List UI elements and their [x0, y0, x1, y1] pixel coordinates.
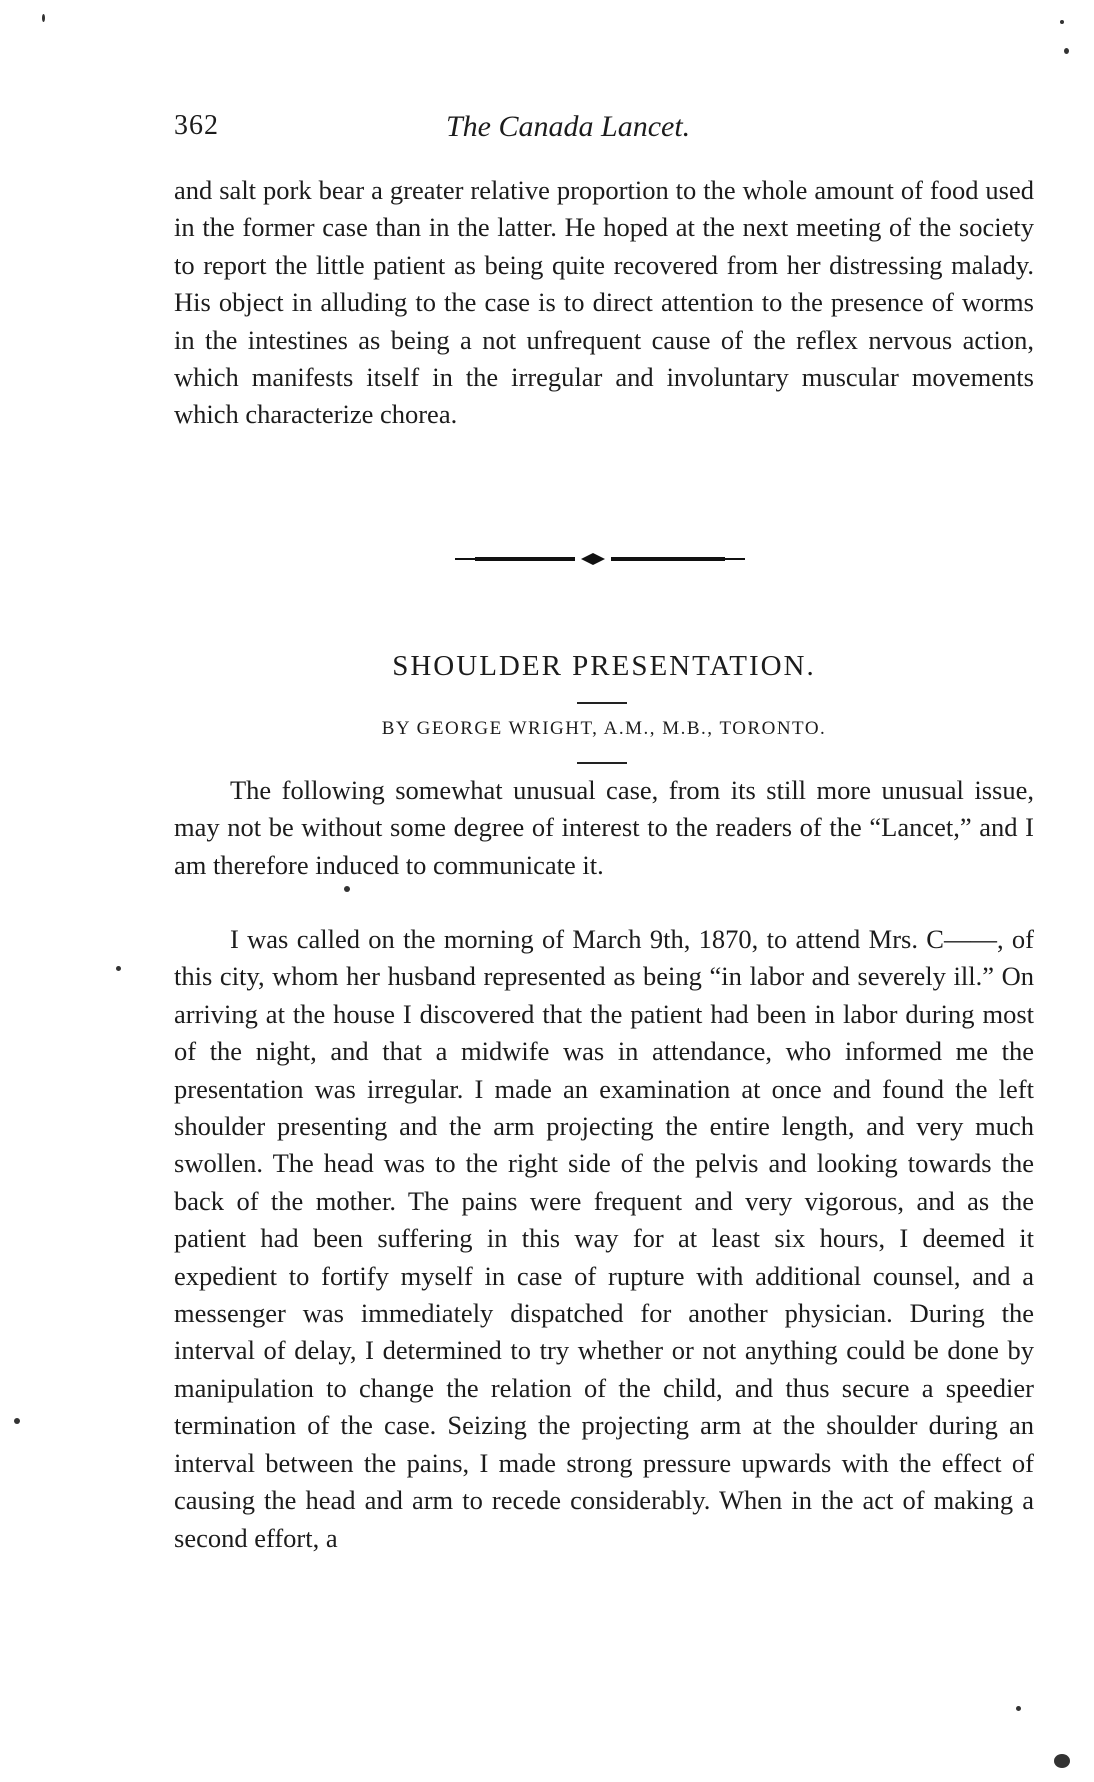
page-header [174, 110, 1034, 154]
scan-speck [14, 1418, 20, 1424]
scan-speck [1060, 20, 1064, 24]
scan-speck [1016, 1706, 1021, 1711]
running-title: The Canada Lancet. [446, 110, 691, 143]
scan-speck [344, 886, 350, 892]
section-divider-ornament [455, 552, 745, 566]
title-rule [577, 702, 627, 704]
article-byline: BY GEORGE WRIGHT, A.M., M.B., TORONTO. [381, 718, 827, 739]
article-title: SHOULDER PRESENTATION. [392, 650, 816, 682]
scan-speck [1064, 48, 1069, 54]
scan-speck [42, 14, 45, 22]
page-number: 362 [174, 110, 219, 141]
continued-paragraph: and salt pork bear a greater relative proportion to the whole amount of food used in the former case than in the latter. He hoped at the next meeting of the society to report the little patient as being quite recovered from her distressing malady. His object in alluding to the case is to direct attention to the presence of worms in the intestines as being a not unfrequent cause of the reflex nervous action, which manifests itself in the irregular and involuntary muscular movements which characterize chorea. [174, 175, 1034, 430]
article-paragraph-2: I was called on the morning of March 9th, 1870, to attend Mrs. C——, of this city, whom her husband represented as being “in labor and severely ill.” On arriving at the house I discovered that the patient had been in labor during most of the night, and that a midwife was in attendance, who informed me the presentation was irregular. I made an examination at once and found the left shoulder presenting and the arm projecting the entire length, and very much swollen. The head was to the right side of the pelvis and looking towards the back of the mother. The pains were frequent and very vigorous, and as the patient had been suffering in this way for at least six hours, I deemed it expedient to fortify myself in case of rupture with additional counsel, and a messenger was immediately dispatched for another physician. During the interval of delay, I determined to try whether or not anything could be done by manipulation to change the relation of the child, and thus secure a speedier termination of the case. Seizing the projecting arm at the shoulder during an interval between the pains, I made strong pressure upwards with the effect of causing the head and arm to recede considerably. When in the act of making a second effort, a [174, 924, 1034, 1553]
article-paragraph-1: The following somewhat unusual case, from its still more unusual issue, may not be without some degree of interest to the readers of the “Lancet,” and I am therefore induced to communicate it. [174, 775, 1034, 880]
scan-speck [116, 966, 121, 971]
scan-speck [1054, 1754, 1070, 1768]
byline-rule [577, 762, 627, 764]
